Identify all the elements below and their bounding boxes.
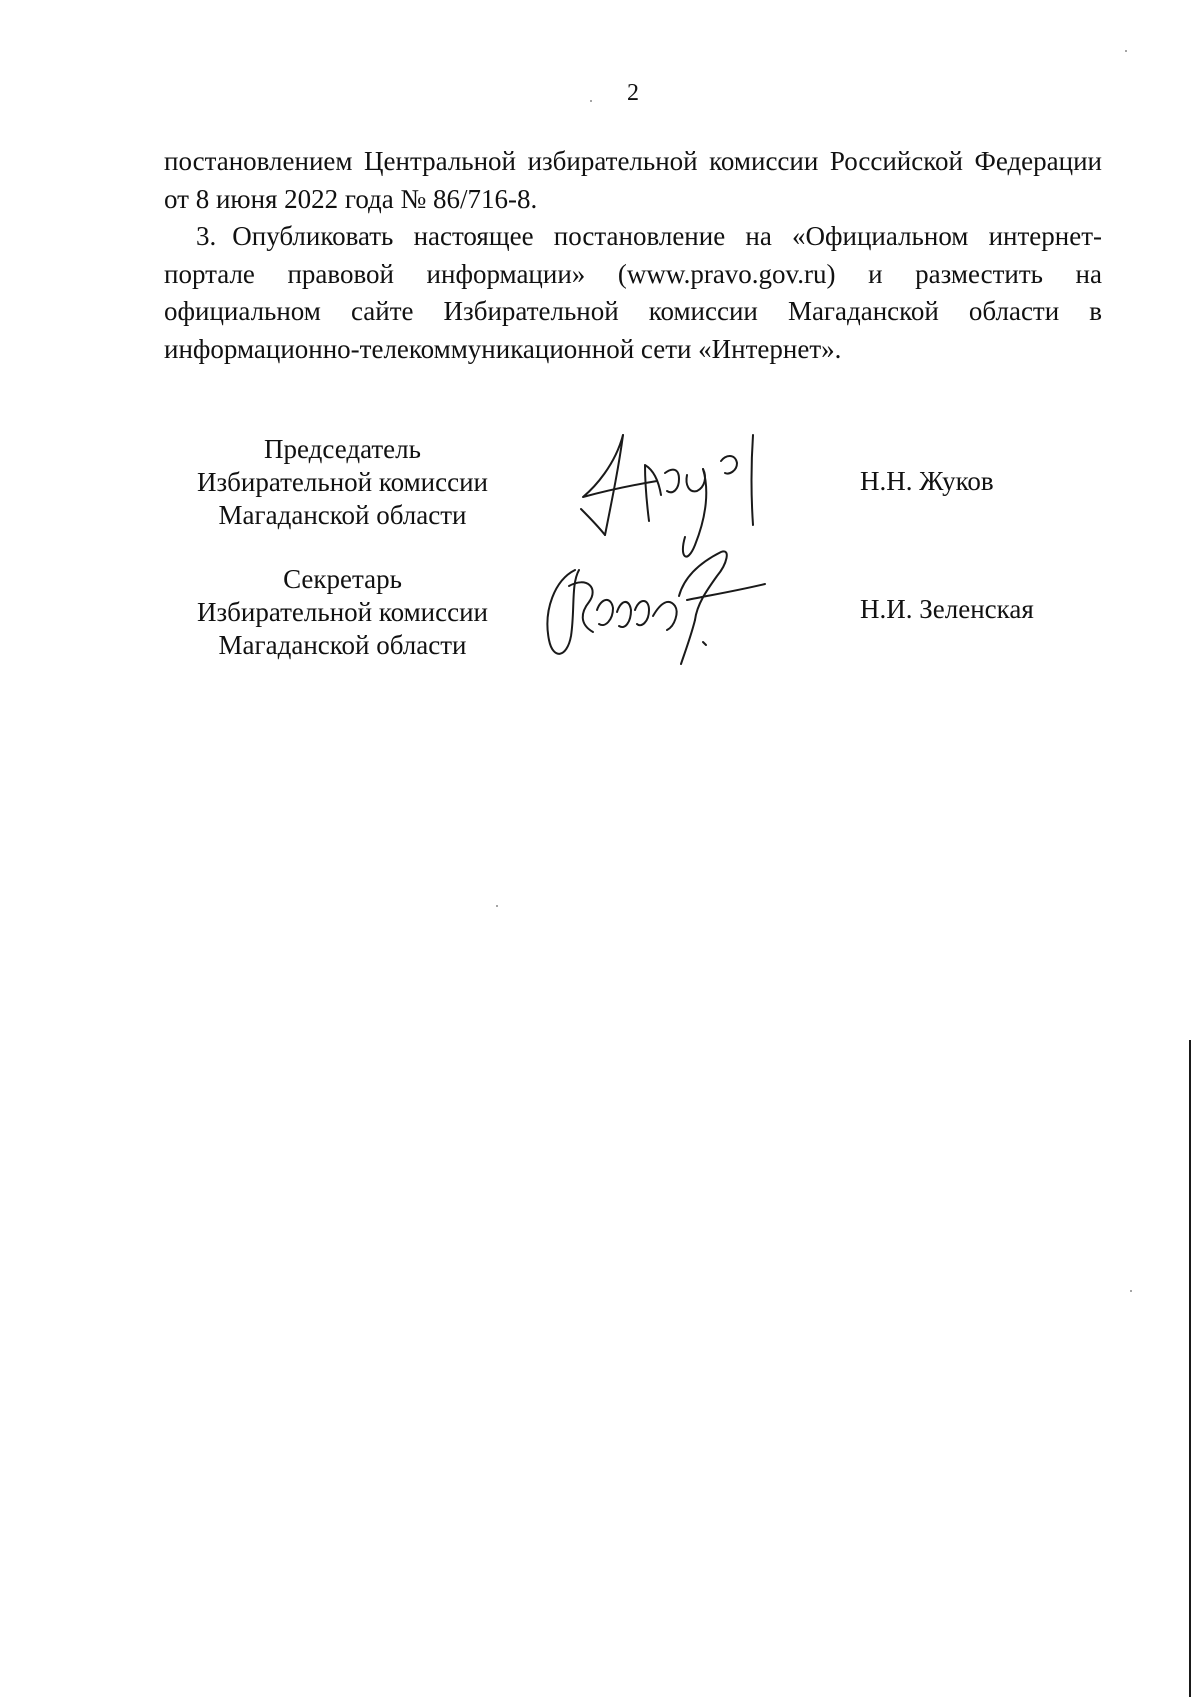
secretary-title-line-3: Магаданской области <box>218 630 467 660</box>
secretary-signature <box>535 540 805 680</box>
paragraph-text: Опубликовать настоящее постановление на «Официальном интернет-портале правовой информации» (www.pravo.gov.ru) и разместить на официальном сайте Избирательной комиссии Магаданской области в информационно-телекоммуникационной сети «Интернет». <box>164 221 1102 364</box>
secretary-name: Н.И. Зеленская <box>860 594 1034 624</box>
paragraph-continuation: постановлением Центральной избирательной комиссии Российской Федерации от 8 июня 2022 года № 86/716-8. <box>164 146 1102 214</box>
scan-speck <box>496 905 498 907</box>
secretary-title-line-2: Избирательной комиссии <box>197 597 488 627</box>
scan-speck <box>590 100 592 102</box>
chairman-title-line-2: Избирательной комиссии <box>197 467 488 497</box>
scan-speck <box>1125 50 1127 52</box>
chairman-title <box>170 433 515 532</box>
page-number: 2 <box>627 80 639 106</box>
chairman-name: Н.Н. Жуков <box>860 466 994 496</box>
secretary-title <box>170 563 515 662</box>
chairman-title-line-1: Председатель <box>264 434 421 464</box>
paragraph-number: 3. <box>196 221 217 251</box>
secretary-title-line-1: Секретарь <box>283 564 402 594</box>
chairman-title-line-3: Магаданской области <box>218 500 467 530</box>
scan-edge-line <box>1189 1040 1191 1697</box>
scan-speck <box>1130 1290 1132 1292</box>
paragraph-item-3 <box>164 218 1102 368</box>
